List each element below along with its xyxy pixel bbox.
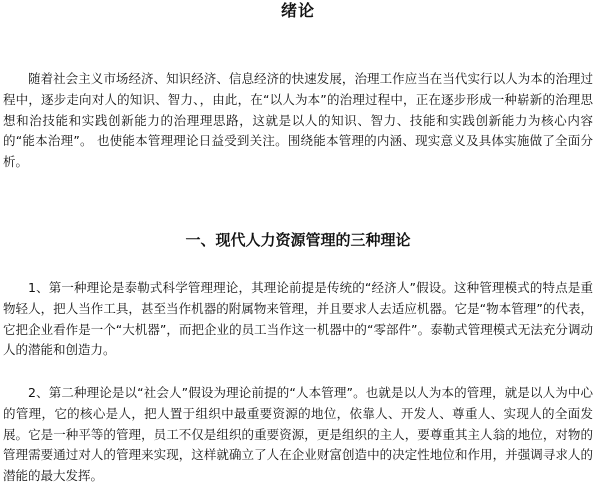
document-title: 绪论: [280, 1, 315, 20]
theory-1-paragraph: 1、第一种理论是泰勒式科学管理理论，其理论前提是传统的“经济人”假设。这种管理模式的特点是重物轻人，把人当作工具，甚至当作机器的附属物来管理，并且要求人去适应机器。它是“物本管理”的代表，它把企业看作是一个“大机器”，而把企业的员工当作这一机器中的“零部件”。泰勒式管理模式无法充分调动人的潜能和创造力。: [3, 280, 593, 358]
section-heading: 一、现代人力资源管理的三种理论: [185, 231, 411, 249]
theory-2-paragraph: 2、第二种理论是以“社会人”假设为理论前提的“人本管理”。也就是以人为本的管理，就是以人为中心的管理，它的核心是人，把人置于组织中最重要资源的地位，依靠人、开发人、尊重人、实现人的全面发展。它是一种平等的管理，员工不仅是组织的重要资源，更是组织的主人，要尊重其主人翁的地位，对物的管理需要通过对人的管理来实现，这样就确立了人在企业财富创造中的决定性地位和作用，并强调寻求人的潜能的最大发挥。: [3, 385, 593, 484]
intro-paragraph: 随着社会主义市场经济、知识经济、信息经济的快速发展，治理工作应当在当代实行以人为本的治理过程中，逐步走向对人的知识、智力、，由此，在“以人为本”的治理过程中，正在逐步形成一种崭新的治理思想和治技能和实践创新能力的治理理思路，这就是以人的知识、智力、技能和实践创新能力为核心内容的“能本治理”。 也使能本管理理论日益受到关注。围绕能本管理的内涵、现实意义及具体实施做了全面分析。: [3, 71, 593, 170]
